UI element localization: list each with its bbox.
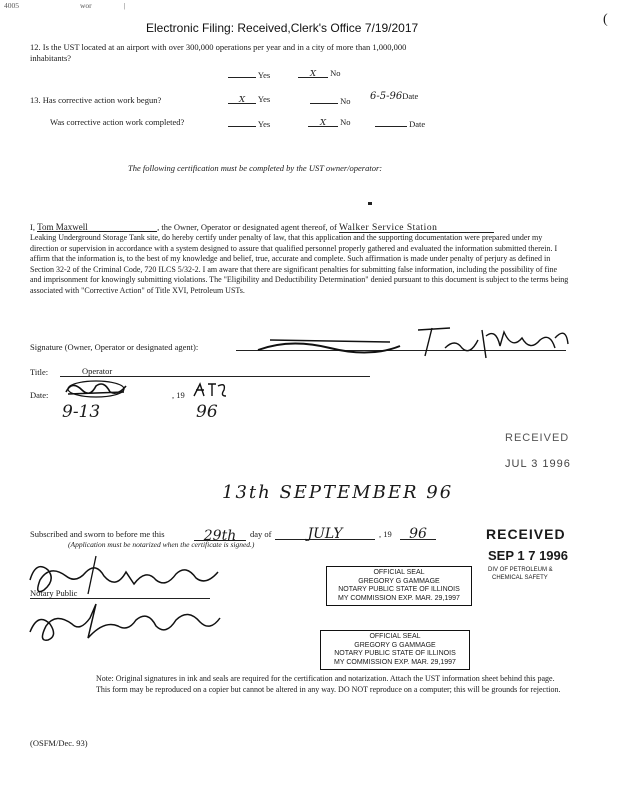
- fax-mark-left: 4005: [4, 1, 19, 10]
- notary-handwritten-date: 13th SEPTEMBER 96: [222, 482, 454, 503]
- received-stamp-dept-1: DIV OF PETROLEUM &: [488, 567, 553, 573]
- notary-year-value: 96: [409, 526, 427, 542]
- title-value: Operator: [82, 366, 113, 376]
- seal-2-line-4: MY COMMISSION EXP. MAR. 29,1997: [334, 658, 456, 666]
- notary-public-label: Notary Public: [30, 588, 78, 598]
- certification-heading: The following certification must be completed by the UST owner/operator:: [128, 163, 383, 173]
- notary-month-value: JULY: [307, 526, 343, 542]
- owner-name: Tom Maxwell: [37, 222, 88, 232]
- received-stamp-dept-2: CHEMICAL SAFETY: [492, 575, 548, 581]
- fax-mark-right: |: [124, 1, 126, 10]
- seal-1-line-3: NOTARY PUBLIC STATE OF ILLINOIS: [338, 586, 460, 593]
- notary-year-prefix: , 19: [379, 529, 392, 539]
- question-13-date: 6-5-96Date: [370, 91, 419, 102]
- notary-sworn-text: Subscribed and sworn to before me this: [30, 529, 165, 539]
- title-label: Title:: [30, 367, 49, 377]
- question-12-text: 12. Is the UST located at an airport with over 300,000 operations per year and in a city of more than 1,000,000: [30, 42, 407, 52]
- notary-month-field: [275, 526, 375, 540]
- date-year-prefix: , 19: [172, 390, 185, 400]
- speck: [368, 202, 372, 205]
- question-12-checkmark: X: [309, 69, 317, 79]
- certification-line-1: I, Tom Maxwell , the Owner, Operator or designated agent thereof, of Walker Service Station: [30, 222, 494, 233]
- signature-label: Signature (Owner, Operator or designated agent):: [30, 342, 199, 352]
- notary-day-of: day of: [250, 529, 272, 539]
- seal-1-line-1: OFFICIAL SEAL: [373, 569, 425, 576]
- question-12-yes: Yes: [228, 68, 270, 80]
- form-id: (OSFM/Dec. 93): [30, 738, 88, 748]
- received-stamp-faded-title: RECEIVED: [505, 432, 570, 444]
- question-13b-yes: Yes: [228, 117, 270, 129]
- filing-stamp: Electronic Filing: Received,Clerk's Office 7/19/2017: [146, 21, 419, 35]
- date-label: Date:: [30, 390, 49, 400]
- seal-1-line-4: MY COMMISSION EXP. MAR. 29,1997: [338, 594, 460, 602]
- question-13-yes: X Yes: [228, 94, 270, 104]
- corner-mark: (: [603, 12, 608, 27]
- seal-2-line-2: GREGORY G GAMMAGE: [354, 641, 436, 649]
- date-scribble: [62, 378, 132, 400]
- footer-note: Note: Original signatures in ink and seals are required for the certification and notarization. Attach the UST information sheet behind this page. This form may be reproduced on a copier but cannot be altered in any way. DO NOT reproduce on a computer; this will be grounds for rejection.: [96, 674, 561, 694]
- question-12-text-cont: inhabitants?: [30, 53, 72, 63]
- certification-body: Leaking Underground Storage Tank site, do hereby certify under penalty of law, that this application and the supporting documentation were prepared under my direction or supervision in accordance with a system designed to assure that qualified personnel properly gathered and evaluated the information submitted therein. I affirm that the information is, to the best of my knowledge and belief, true, accurate and complete. Such affirmation is made under penalty of perjury as defined in Section 32-2 of the Criminal Code, 720 ILCS 5/32-2. I am aware that there are significant penalties for submitting false information, including the possibility of fine and imprisonment for knowingly submitting violations. The "Eligibility and Deductibility Determination" denied pursuant to this document is subject to the terms being associated with "Corrective Action" of Title XVI, Petroleum USTs.: [30, 233, 569, 295]
- question-13b-checkmark: X: [319, 118, 327, 128]
- question-13b-text: Was corrective action work completed?: [50, 117, 185, 127]
- notary-day-value: 29th: [203, 528, 237, 544]
- question-13b-no: X No: [308, 117, 351, 127]
- seal-2-line-1: OFFICIAL SEAL: [369, 633, 421, 640]
- notary-signature-2: [24, 596, 224, 646]
- fax-mark-mid: wor: [80, 1, 92, 10]
- question-13-date-value: 6-5-96: [370, 91, 403, 102]
- official-seal-1: [326, 566, 472, 606]
- received-stamp-faded-date: JUL 3 1996: [505, 458, 571, 470]
- seal-2-line-3: NOTARY PUBLIC STATE OF ILLINOIS: [334, 650, 456, 657]
- question-13-checkmark: X: [238, 95, 246, 105]
- question-12-no: X No: [298, 68, 341, 78]
- title-field: [60, 366, 370, 377]
- facility-name: Walker Service Station: [338, 223, 438, 233]
- notary-year-field: [400, 526, 436, 540]
- question-13-no: No: [310, 94, 351, 106]
- owner-signature: [250, 318, 580, 363]
- received-stamp-date: SEP 1 7 1996: [488, 548, 568, 563]
- question-13b-date: Date: [375, 117, 425, 129]
- date-handwritten-year: 96: [196, 402, 218, 422]
- official-seal-2: [320, 630, 470, 670]
- notary-note: (Application must be notarized when the certificate is signed.): [68, 540, 255, 549]
- received-stamp-title: RECEIVED: [486, 526, 566, 542]
- date-year-scribble: [190, 380, 230, 400]
- question-13-text: 13. Has corrective action work begun?: [30, 95, 162, 105]
- date-handwritten-month: 9-13: [62, 402, 101, 422]
- seal-1-line-2: GREGORY G GAMMAGE: [358, 577, 440, 585]
